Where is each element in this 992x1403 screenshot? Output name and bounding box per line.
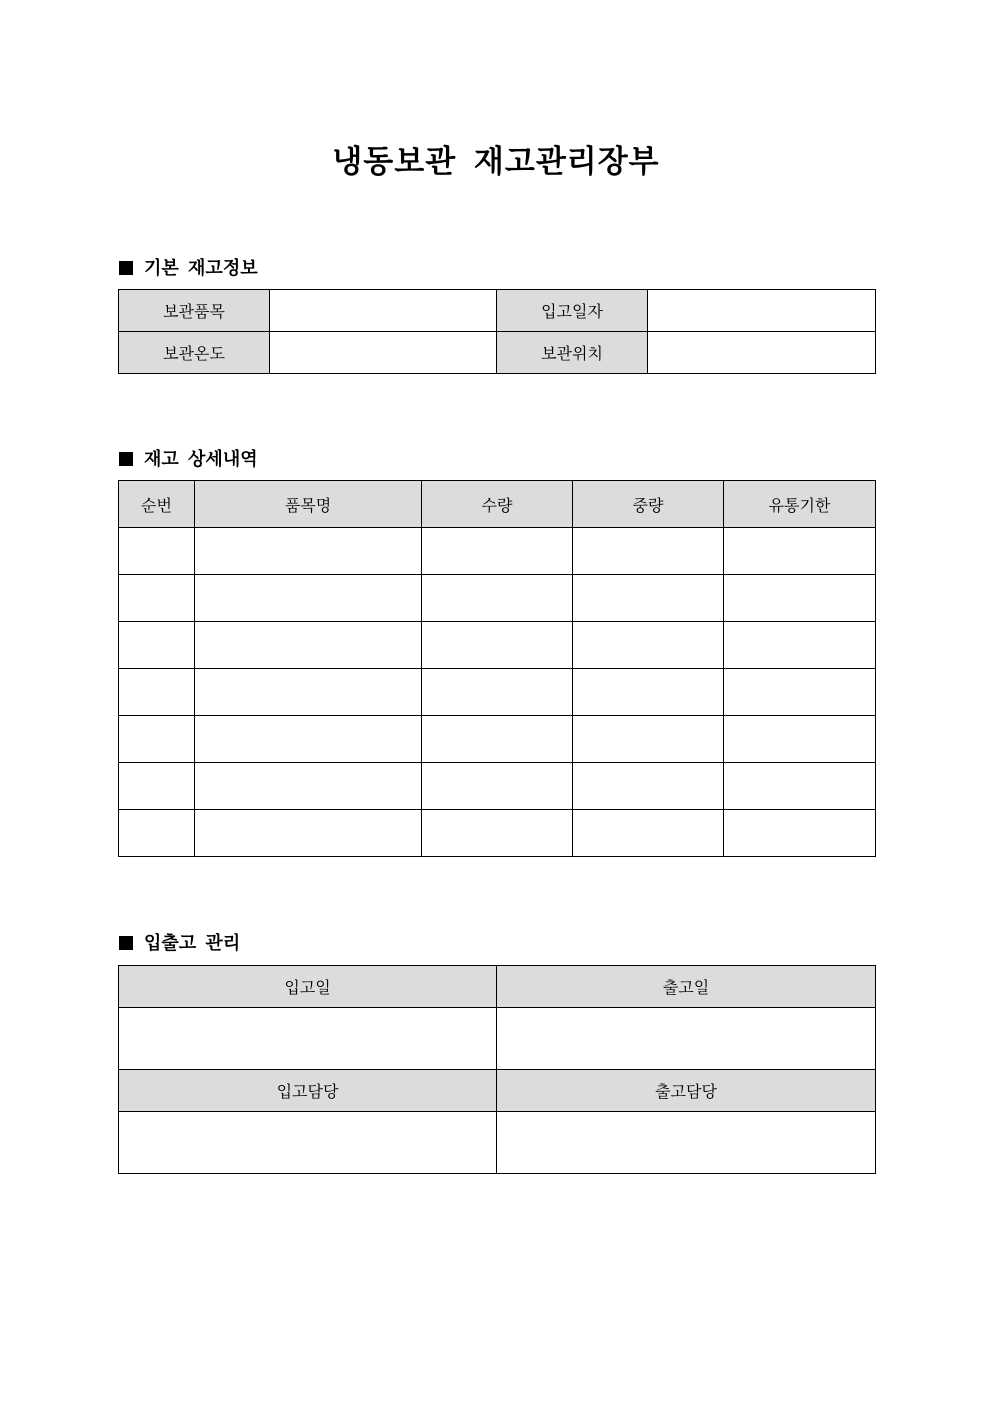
column-header-quantity: 수량: [422, 481, 573, 528]
table-header-row: [119, 481, 876, 528]
column-header-weight: 중량: [573, 481, 724, 528]
cell-weight[interactable]: [573, 716, 724, 763]
field-in-date[interactable]: [648, 290, 876, 332]
field-in-manager[interactable]: [119, 1112, 497, 1174]
cell-no[interactable]: [119, 669, 195, 716]
cell-weight[interactable]: [573, 528, 724, 575]
table-row: [119, 669, 876, 716]
square-bullet-icon: [119, 452, 133, 466]
cell-no[interactable]: [119, 622, 195, 669]
cell-item-name[interactable]: [195, 622, 422, 669]
cell-quantity[interactable]: [422, 622, 573, 669]
cell-expiry[interactable]: [724, 669, 876, 716]
table-row: [119, 622, 876, 669]
square-bullet-icon: [119, 936, 133, 950]
cell-item-name[interactable]: [195, 528, 422, 575]
label-temperature: 보관온도: [119, 332, 270, 374]
cell-item-name[interactable]: [195, 810, 422, 857]
cell-item-name[interactable]: [195, 716, 422, 763]
field-out-manager[interactable]: [497, 1112, 876, 1174]
page-title: 냉동보관 재고관리장부: [332, 144, 660, 180]
field-in-date-io[interactable]: [119, 1008, 497, 1070]
cell-no[interactable]: [119, 716, 195, 763]
section-heading-io: [119, 929, 240, 955]
field-out-date-io[interactable]: [497, 1008, 876, 1070]
label-in-date-io: 입고일: [119, 966, 497, 1008]
table-row: [119, 763, 876, 810]
cell-weight[interactable]: [573, 763, 724, 810]
table-row: [119, 575, 876, 622]
cell-weight[interactable]: [573, 669, 724, 716]
table-row: [119, 332, 876, 374]
cell-no[interactable]: [119, 763, 195, 810]
inventory-detail-table: [118, 480, 876, 857]
section-heading-detail-text: 재고 상세내역: [144, 449, 258, 470]
cell-quantity[interactable]: [422, 763, 573, 810]
basic-info-table: [118, 289, 876, 374]
table-row: [119, 810, 876, 857]
cell-expiry[interactable]: [724, 622, 876, 669]
cell-expiry[interactable]: [724, 575, 876, 622]
field-item[interactable]: [270, 290, 497, 332]
cell-quantity[interactable]: [422, 716, 573, 763]
cell-quantity[interactable]: [422, 575, 573, 622]
column-header-no: 순번: [119, 481, 195, 528]
table-row: [119, 1008, 876, 1070]
cell-expiry[interactable]: [724, 716, 876, 763]
table-row: [119, 1070, 876, 1112]
table-row: [119, 716, 876, 763]
label-out-manager: 출고담당: [497, 1070, 876, 1112]
section-heading-io-text: 입출고 관리: [144, 933, 241, 954]
inventory-detail-body: [119, 528, 876, 857]
cell-expiry[interactable]: [724, 763, 876, 810]
cell-weight[interactable]: [573, 810, 724, 857]
table-row: [119, 966, 876, 1008]
label-out-date-io: 출고일: [497, 966, 876, 1008]
cell-weight[interactable]: [573, 575, 724, 622]
cell-no[interactable]: [119, 575, 195, 622]
label-in-date: 입고일자: [497, 290, 648, 332]
table-row: [119, 1112, 876, 1174]
field-temperature[interactable]: [270, 332, 497, 374]
label-location: 보관위치: [497, 332, 648, 374]
in-out-table: [118, 965, 876, 1174]
cell-quantity[interactable]: [422, 528, 573, 575]
column-header-item-name: 품목명: [195, 481, 422, 528]
cell-item-name[interactable]: [195, 669, 422, 716]
field-location[interactable]: [648, 332, 876, 374]
cell-item-name[interactable]: [195, 575, 422, 622]
section-heading-basic-text: 기본 재고정보: [144, 258, 258, 279]
label-in-manager: 입고담당: [119, 1070, 497, 1112]
cell-quantity[interactable]: [422, 669, 573, 716]
cell-quantity[interactable]: [422, 810, 573, 857]
cell-expiry[interactable]: [724, 528, 876, 575]
section-heading-basic: [119, 254, 258, 280]
cell-no[interactable]: [119, 528, 195, 575]
cell-no[interactable]: [119, 810, 195, 857]
cell-item-name[interactable]: [195, 763, 422, 810]
cell-weight[interactable]: [573, 622, 724, 669]
section-heading-detail: [119, 445, 258, 471]
column-header-expiry: 유통기한: [724, 481, 876, 528]
table-row: [119, 290, 876, 332]
cell-expiry[interactable]: [724, 810, 876, 857]
square-bullet-icon: [119, 261, 133, 275]
label-item: 보관품목: [119, 290, 270, 332]
table-row: [119, 528, 876, 575]
